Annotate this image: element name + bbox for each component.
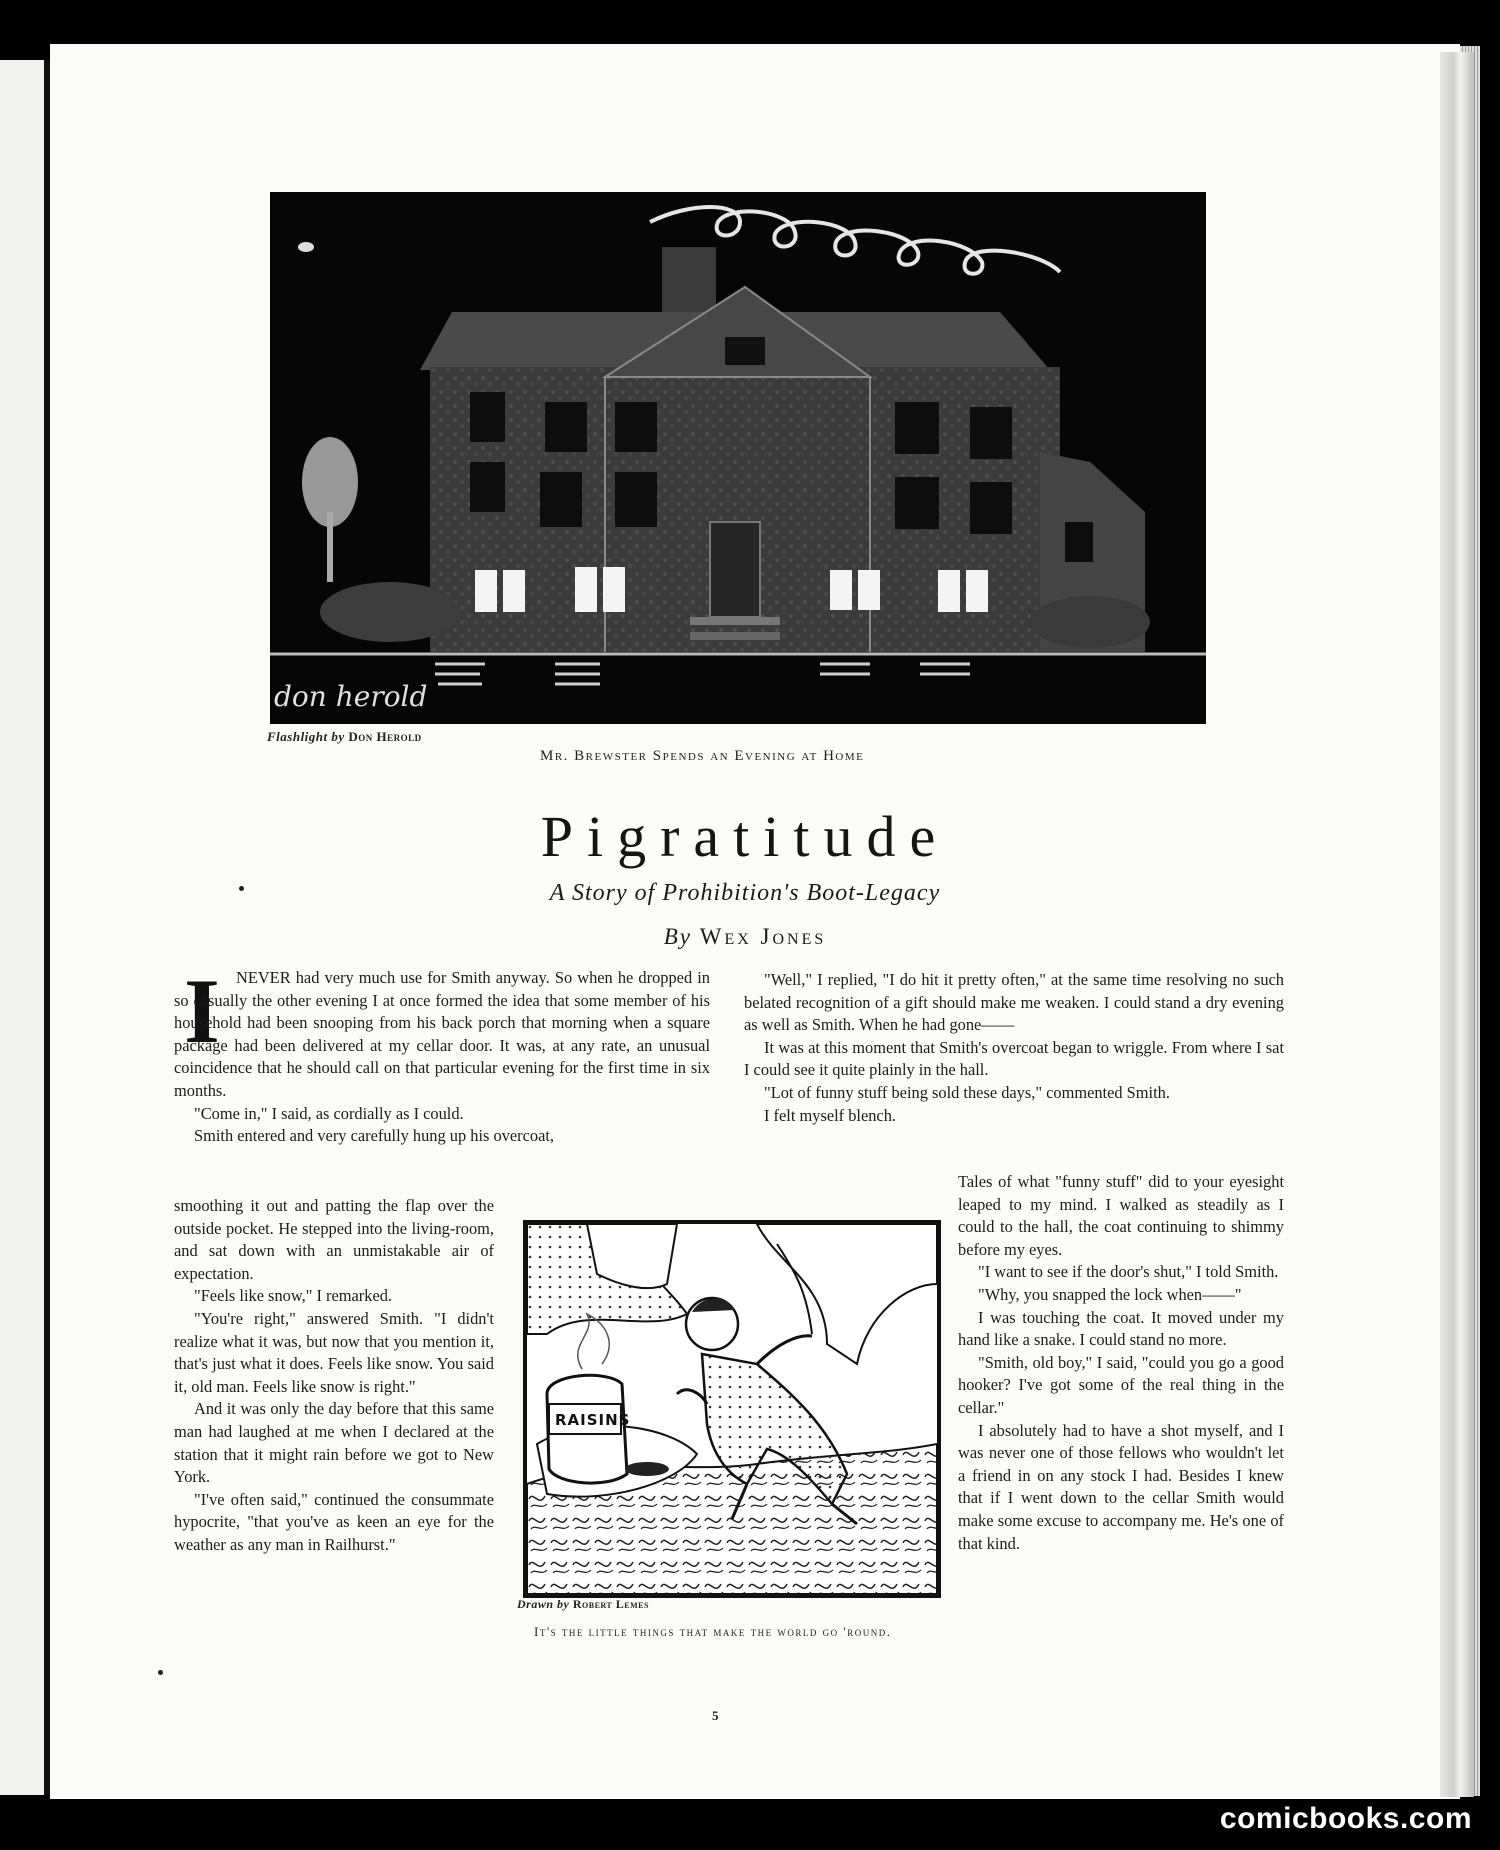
- raisins-illustration: [523, 1220, 941, 1598]
- article-subtitle: A Story of Prohibition's Boot-Legacy: [549, 880, 941, 906]
- right-page-edge: [1440, 52, 1474, 1797]
- paragraph: "You're right," answered Smith. "I didn't realize what it was, but now that you mention it, that's just what it does. Feels like snow. You said it, old man. Feels like snow is right.": [174, 1308, 494, 1396]
- paragraph: It was at this moment that Smith's overcoat began to wriggle. From where I sat I could see it quite plainly in the hall.: [744, 1037, 1284, 1080]
- paragraph: Tales of what "funny stuff" did to your eyesight leaped to my mind. I walked as steadily as I could to the hall, the coat continuing to shimmy before my eyes.: [958, 1172, 1284, 1259]
- article-byline: By Wex Jones: [663, 924, 827, 949]
- print-speck: [158, 1670, 163, 1675]
- paragraph: I felt myself blench.: [764, 1105, 896, 1125]
- paragraph: "Why, you snapped the lock when——": [978, 1284, 1242, 1304]
- paragraph: "I want to see if the door's shut," I told Smith.: [978, 1262, 1279, 1282]
- middle-illustration-caption: It's the little things that make the world go 'round.: [534, 1624, 892, 1639]
- artist-signature: don herold: [274, 680, 428, 713]
- left-column-top: [174, 960, 710, 1148]
- site-watermark: comicbooks.com: [1219, 1802, 1472, 1835]
- paragraph: I absolutely had to have a shot myself, and I was never one of those fellows who wouldn't let a friend in on any stock I had. Besides I knew that if I went down to the cellar Smith would make some excuse to accompany me. He's one of that kind.: [958, 1420, 1284, 1553]
- paragraph: "Smith, old boy," I said, "could you go a good hooker? I've got some of the real thing in the cellar.": [958, 1352, 1284, 1417]
- raisins-label: RAISINS: [555, 1411, 631, 1429]
- paragraph: NEVER had very much use for Smith anyway. So when he dropped in so casually the other evening I at once formed the idea that some member of his household had been snooping from his back porch that morning when a square package had been delivered at my cellar door. It was, at any rate, an unusual coincidence that he should call on that particular evening for the first time in six months.: [174, 968, 710, 1100]
- middle-illustration-credit: Drawn by Robert Lemes: [517, 1597, 649, 1611]
- paragraph: "Well," I replied, "I do hit it pretty often," at the same time resolving no such belated recognition of a gift should make me weaken. I could stand a dry evening as well as Smith. When he had gone——: [744, 970, 1284, 1035]
- paragraph: "Lot of funny stuff being sold these days," commented Smith.: [764, 1082, 1170, 1102]
- print-speck: [239, 886, 244, 891]
- paragraph: And it was only the day before that this same man had laughed at me when I declared at the station that it might rain before we got to New York.: [174, 1399, 494, 1487]
- right-column-wrap: [958, 1171, 1284, 1555]
- paragraph: Smith entered and very carefully hung up his overcoat,: [194, 1126, 555, 1146]
- left-page-edge: [0, 60, 44, 1795]
- top-illustration-caption: Mr. Brewster Spends an Evening at Home: [540, 748, 865, 764]
- article-title: Pigratitude: [540, 804, 950, 869]
- paragraph: "Come in," I said, as cordially as I could.: [194, 1103, 464, 1123]
- drop-cap: I: [184, 960, 220, 1062]
- right-column-top: [744, 969, 1284, 1127]
- paragraph: "Feels like snow," I remarked.: [194, 1286, 393, 1306]
- top-illustration-credit: Flashlight by Don Herold: [267, 729, 422, 744]
- paragraph: I was touching the coat. It moved under my hand like a snake. I could stand no more.: [958, 1307, 1284, 1350]
- page-number: 5: [712, 1708, 719, 1723]
- paragraph: "I've often said," continued the consummate hypocrite, "that you've as keen an eye for the weather as any man in Railhurst.": [174, 1489, 494, 1554]
- house-illustration: [270, 192, 1206, 724]
- paragraph: smoothing it out and patting the flap over the outside pocket. He stepped into the living-room, and sat down with an unmistakable air of expectation.: [174, 1196, 494, 1283]
- left-column-wrap: [174, 1195, 494, 1557]
